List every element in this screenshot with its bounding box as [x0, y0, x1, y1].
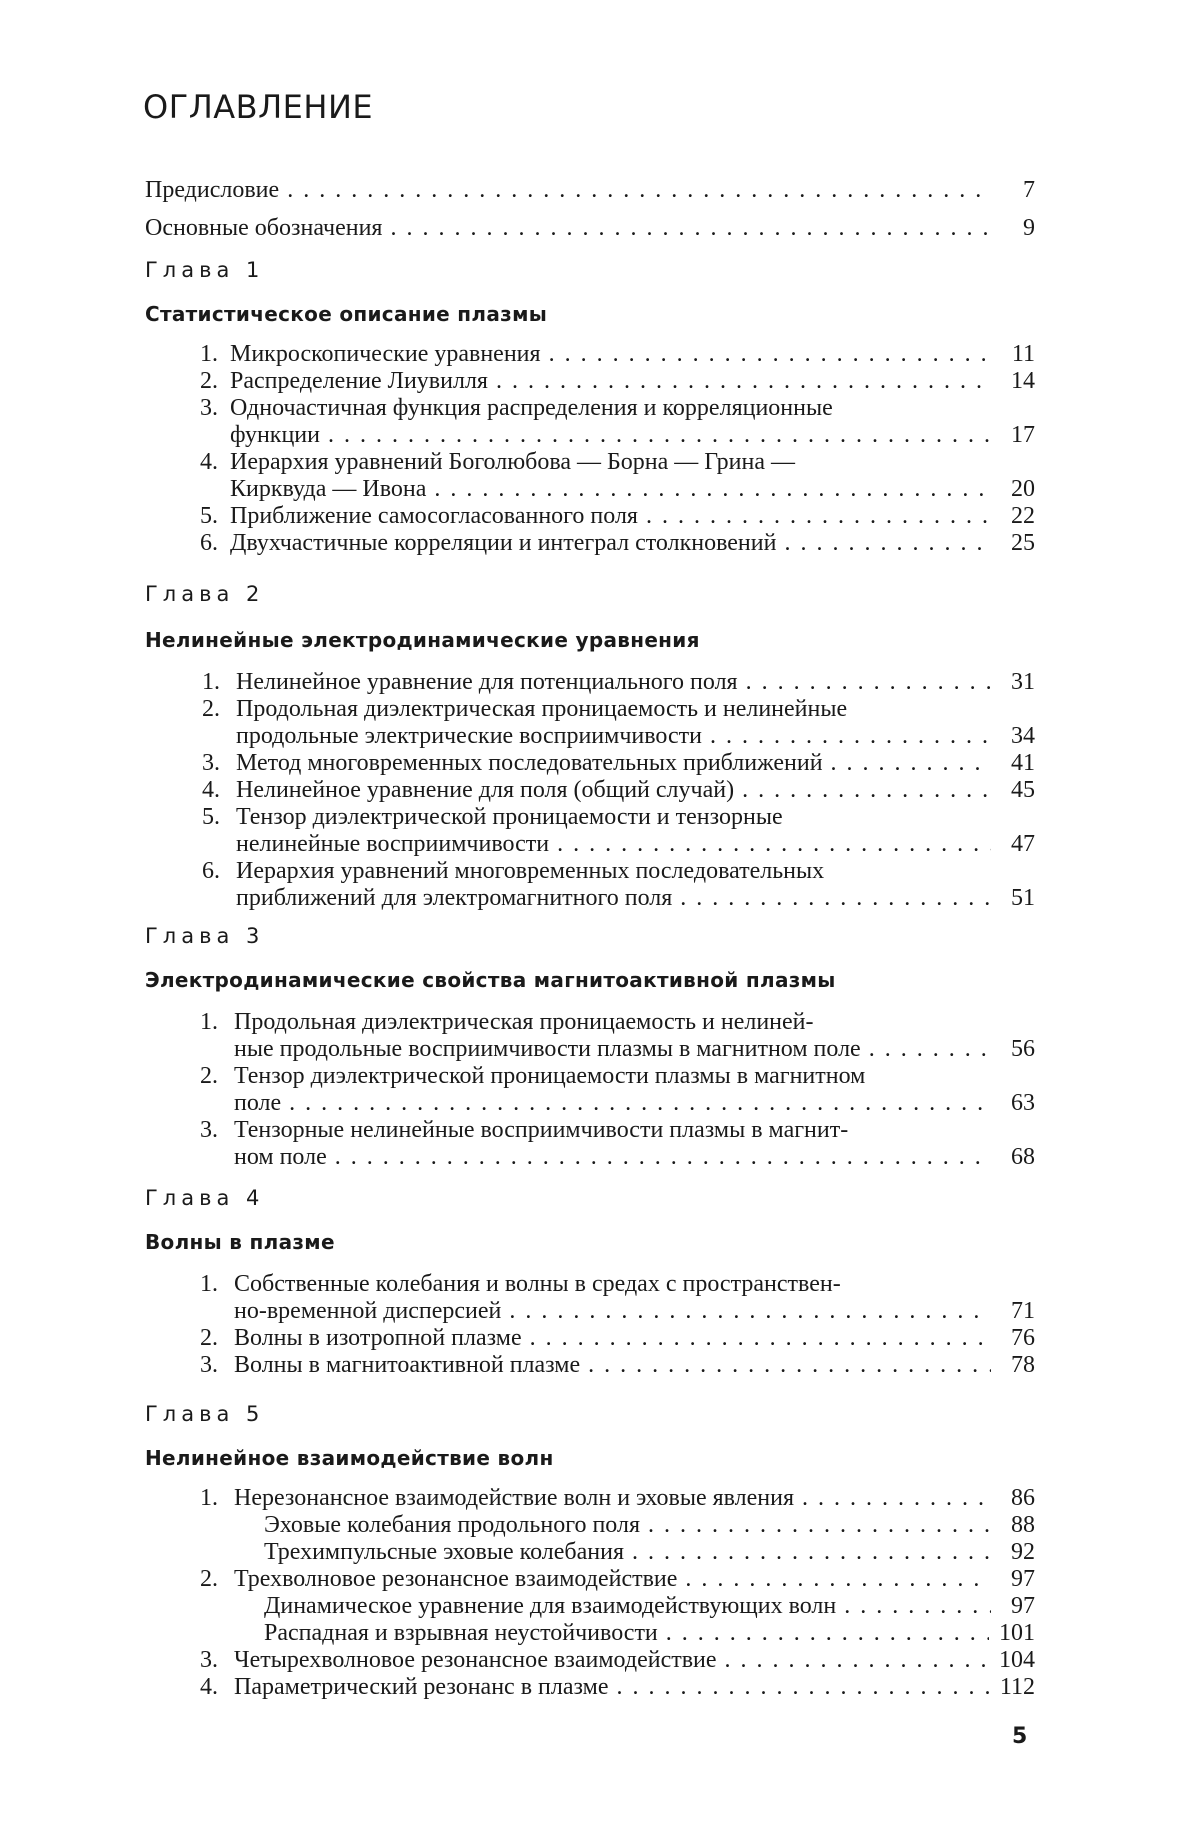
entry-title: Основные обозначения . . . — [145, 214, 1035, 242]
entry-page: 56 — [991, 1035, 1035, 1063]
entry-page: 86 — [991, 1484, 1035, 1512]
entry-page: 68 — [991, 1143, 1035, 1171]
toc-entry — [200, 529, 1035, 556]
toc-entry — [202, 803, 1035, 857]
page-number: 5 — [1012, 1724, 1028, 1749]
chapter-2-label: Глава 2 — [145, 582, 265, 606]
entry-page: 20 — [991, 475, 1035, 503]
entry-page: 51 — [991, 884, 1035, 912]
entry-number: 1. — [200, 1485, 218, 1511]
entry-page: 112 — [990, 1673, 1035, 1701]
entry-title-line: Продольная диэлектрическая проницаемость и нелинейные — [236, 696, 848, 722]
entry-page: 17 — [991, 421, 1035, 449]
chapter-4-label: Глава 4 — [145, 1186, 265, 1210]
entry-title-line: Нелинейное уравнение для поля (общий случай) . . . — [236, 776, 1035, 804]
chapter-3-title: Электродинамические свойства магнитоактивной плазмы — [145, 968, 836, 992]
toc-entry — [200, 448, 1035, 502]
toc-entry — [200, 1270, 1035, 1324]
entry-title-line: нелинейные восприимчивости . . . — [236, 830, 1035, 858]
toc-entry — [202, 749, 1035, 776]
toc-entry — [200, 1646, 1035, 1673]
toc-entry — [200, 1062, 1035, 1116]
toc-entry — [200, 340, 1035, 367]
toc-entry — [200, 1619, 1035, 1646]
entry-title-line: Собственные колебания и волны в средах с пространствен- — [234, 1271, 841, 1297]
toc-entry — [200, 1116, 1035, 1170]
entry-page: 76 — [991, 1324, 1035, 1352]
toc-entry — [202, 776, 1035, 803]
entry-title: Предисловие . . . — [145, 176, 1035, 204]
entry-number: 2. — [200, 1566, 218, 1592]
toc-entry — [200, 1592, 1035, 1619]
chapter-1-label: Глава 1 — [145, 258, 265, 282]
entry-number: 1. — [200, 1271, 218, 1297]
entry-page: 71 — [991, 1297, 1035, 1325]
entry-number: 5. — [202, 804, 220, 830]
entry-number: 2. — [200, 1325, 218, 1351]
toc-entry — [202, 857, 1035, 911]
entry-title-line: но-временной дисперсией . . . — [234, 1297, 1035, 1325]
entry-title-line: Метод многовременных последовательных приближений . . . — [236, 749, 1035, 777]
chapter-3-label: Глава 3 — [145, 924, 265, 948]
chapter-5-title: Нелинейное взаимодействие волн — [145, 1446, 554, 1470]
entry-title-line: Одночастичная функция распределения и корреляционные — [230, 395, 833, 421]
entry-title-line: Волны в магнитоактивной плазме . . . — [234, 1351, 1035, 1379]
entry-title-line: Двухчастичные корреляции и интеграл столкновений . . . — [230, 529, 1035, 557]
chapter-1-title: Статистическое описание плазмы — [145, 302, 548, 326]
entry-title-line: приближений для электромагнитного поля . . . — [236, 884, 1035, 912]
entry-title-line: Параметрический резонанс в плазме . . . — [234, 1673, 1035, 1701]
entry-number: 3. — [200, 1117, 218, 1143]
entry-title-line: Динамическое уравнение для взаимодействующих волн . . . — [264, 1592, 1035, 1620]
entry-page: 11 — [991, 340, 1035, 368]
entry-number: 1. — [200, 1009, 218, 1035]
entry-page: 9 — [991, 214, 1035, 242]
entry-page: 31 — [991, 668, 1035, 696]
entry-title-line: Эховые колебания продольного поля . . . — [264, 1511, 1035, 1539]
entry-number: 3. — [200, 395, 218, 421]
entry-number: 2. — [200, 1063, 218, 1089]
chapter-5-label: Глава 5 — [145, 1402, 265, 1426]
entry-title-line: Иерархия уравнений Боголюбова — Борна — Грина — — [230, 449, 796, 475]
entry-title-line: ном поле . . . — [234, 1143, 1035, 1171]
entry-title-line: Волны в изотропной плазме . . . — [234, 1324, 1035, 1352]
toc-entry — [200, 1565, 1035, 1592]
entry-page: 7 — [991, 176, 1035, 204]
chapter-4-title: Волны в плазме — [145, 1230, 335, 1254]
toc-entry — [200, 1324, 1035, 1351]
toc-entry — [200, 1351, 1035, 1378]
toc-entry — [202, 695, 1035, 749]
entry-title-line: поле . . . — [234, 1089, 1035, 1117]
entry-page: 34 — [991, 722, 1035, 750]
entry-number: 2. — [202, 696, 220, 722]
entry-title-line: Распадная и взрывная неустойчивости . . . — [264, 1619, 1035, 1647]
entry-page: 88 — [991, 1511, 1035, 1539]
entry-number: 5. — [200, 503, 218, 529]
entry-number: 4. — [200, 449, 218, 475]
entry-page: 22 — [991, 502, 1035, 530]
entry-page: 45 — [991, 776, 1035, 804]
entry-title-line: Приближение самосогласованного поля . . . — [230, 502, 1035, 530]
entry-number: 1. — [202, 669, 220, 695]
entry-title-line: Нерезонансное взаимодействие волн и эховые явления . . . — [234, 1484, 1035, 1512]
entry-title-line: Продольная диэлектрическая проницаемость и нелиней- — [234, 1009, 814, 1035]
entry-title-line: Трехволновое резонансное взаимодействие . . . — [234, 1565, 1035, 1593]
toc-entry — [200, 1484, 1035, 1511]
entry-page: 97 — [991, 1565, 1035, 1593]
entry-title-line: Тензор диэлектрической проницаемости плазмы в магнитном — [234, 1063, 866, 1089]
toc-entry — [200, 1008, 1035, 1062]
entry-title-line: Нелинейное уравнение для потенциального поля . . . — [236, 668, 1035, 696]
entry-number: 3. — [200, 1647, 218, 1673]
entry-number: 4. — [200, 1674, 218, 1700]
entry-number: 6. — [202, 858, 220, 884]
entry-title-line: Тензор диэлектрической проницаемости и тензорные — [236, 804, 783, 830]
entry-number: 3. — [200, 1352, 218, 1378]
toc-entry — [200, 1673, 1035, 1700]
entry-page: 25 — [991, 529, 1035, 557]
entry-page: 97 — [991, 1592, 1035, 1620]
chapter-2-title: Нелинейные электродинамические уравнения — [145, 628, 700, 652]
entry-page: 63 — [991, 1089, 1035, 1117]
entry-title-line: функции . . . — [230, 421, 1035, 449]
toc-heading: ОГЛАВЛЕНИЕ — [143, 88, 374, 126]
entry-title-line: Тензорные нелинейные восприимчивости плазмы в магнит- — [234, 1117, 849, 1143]
entry-number: 2. — [200, 368, 218, 394]
entry-page: 41 — [991, 749, 1035, 777]
toc-entry — [200, 502, 1035, 529]
toc-entry-preface — [145, 176, 1035, 204]
entry-title-line: Трехимпульсные эховые колебания . . . — [264, 1538, 1035, 1566]
toc-entry — [200, 1538, 1035, 1565]
entry-number: 1. — [200, 341, 218, 367]
entry-title-line: Микроскопические уравнения . . . — [230, 340, 1035, 368]
toc-entry — [200, 394, 1035, 448]
toc-entry — [202, 668, 1035, 695]
entry-number: 4. — [202, 777, 220, 803]
entry-title-line: продольные электрические восприимчивости . . . — [236, 722, 1035, 750]
entry-page: 92 — [991, 1538, 1035, 1566]
entry-title-line: Четырехволновое резонансное взаимодействие . . . — [234, 1646, 1035, 1674]
entry-number: 6. — [200, 530, 218, 556]
entry-title-line: Кирквуда — Ивона . . . — [230, 475, 1035, 503]
entry-number: 3. — [202, 750, 220, 776]
entry-page: 14 — [991, 367, 1035, 395]
toc-entry — [200, 1511, 1035, 1538]
entry-title-line: ные продольные восприимчивости плазмы в магнитном поле . . . — [234, 1035, 1035, 1063]
entry-page: 104 — [989, 1646, 1035, 1674]
toc-entry — [200, 367, 1035, 394]
toc-entry-notation — [145, 214, 1035, 242]
entry-page: 47 — [991, 830, 1035, 858]
entry-title-line: Распределение Лиувилля . . . — [230, 367, 1035, 395]
entry-page: 78 — [991, 1351, 1035, 1379]
entry-page: 101 — [989, 1619, 1035, 1647]
entry-title-line: Иерархия уравнений многовременных последовательных — [236, 858, 825, 884]
